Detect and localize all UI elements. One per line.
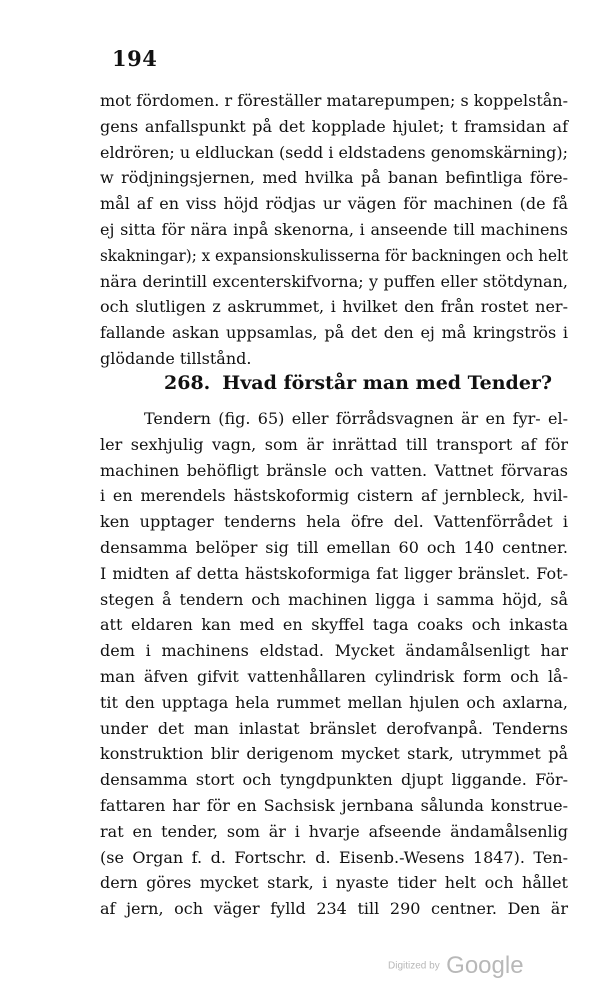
text-line: machinen behöfligt bränsle och vatten. Vattnet förvaras	[100, 460, 568, 480]
text-line: mot fördomen. r föreställer matarepumpen; s koppelstån-	[100, 91, 568, 110]
google-logo: Google	[446, 952, 524, 979]
text-line: skakningar); x expansionskulisserna för backningen och helt	[100, 245, 568, 265]
text-line: under det man inlastat bränslet derofvanpå. Tenderns	[100, 718, 568, 738]
text-line: att eldaren kan med en skyffel taga coaks och inkasta	[100, 615, 568, 635]
text-line: glödande tillstånd.	[100, 348, 252, 368]
text-line: eldrören; u eldluckan (sedd i eldstadens genomskärning);	[100, 142, 568, 162]
text-line: (se Organ f. d. Fortschr. d. Eisenb.-Wesens 1847). Ten-	[100, 847, 568, 867]
text-line: rat en tender, som är i hvarje afseende ändamålsenlig	[100, 821, 568, 841]
text-line: tit den upptaga hela rummet mellan hjulen och axlarna,	[100, 692, 568, 712]
text-line: Tendern (fig. 65) eller förrådsvagnen är en fyr- el-	[144, 409, 568, 428]
section-title: Hvad förstår man med Tender?	[222, 372, 553, 394]
section-number: 268.	[164, 372, 211, 394]
section-heading	[164, 372, 552, 394]
text-line: man äfven gifvit vattenhållaren cylindrisk form och lå-	[100, 666, 568, 686]
text-line: densamma stort och tyngdpunkten djupt liggande. För-	[100, 770, 568, 790]
text-line: ken upptager tenderns hela öfre del. Vattenförrådet i	[100, 512, 568, 532]
paragraph-tender	[100, 406, 568, 922]
text-line: dem i machinens eldstad. Mycket ändamålsenligt har	[100, 641, 568, 661]
text-line: fallande askan uppsamlas, på det den ej må kringströs i	[100, 323, 568, 343]
text-line: I midten af detta hästskoformiga fat ligger bränslet. Fot-	[100, 563, 568, 583]
text-line: konstruktion blir derigenom mycket stark, utrymmet på	[100, 744, 568, 764]
text-line: dern göres mycket stark, i nyaste tider helt och hållet	[100, 873, 568, 893]
text-line: densamma belöper sig till emellan 60 och 140 centner.	[100, 537, 568, 557]
text-line: ej sitta för nära inpå skenorna, i anseende till machinens	[100, 219, 568, 239]
text-line: ler sexhjulig vagn, som är inrättad till transport af för	[100, 434, 568, 454]
text-line: w rödjningsjernen, med hvilka på banan befintliga före-	[100, 168, 568, 188]
text-line: fattaren har för en Sachsisk jernbana sålunda konstrue-	[100, 795, 568, 815]
text-line: och slutligen z askrummet, i hvilket den från rostet ner-	[100, 297, 568, 317]
watermark-prefix: Digitized by	[388, 960, 440, 972]
text-line: nära derintill excenterskifvorna; y puffen eller stötdynan,	[100, 271, 568, 291]
page-number: 194	[112, 46, 158, 71]
digitized-watermark	[388, 952, 524, 980]
paragraph-continuation	[100, 88, 568, 372]
text-line: stegen å tendern och machinen ligga i samma höjd, så	[100, 589, 568, 609]
text-line: mål af en viss höjd rödjas ur vägen för machinen (de få	[100, 194, 568, 214]
text-line: gens anfallspunkt på det kopplade hjulet; t framsidan af	[100, 116, 568, 136]
text-line: af jern, och väger fylld 234 till 290 centner. Den är	[100, 899, 568, 919]
text-line: i en merendels hästskoformig cistern af jernbleck, hvil-	[100, 486, 568, 506]
